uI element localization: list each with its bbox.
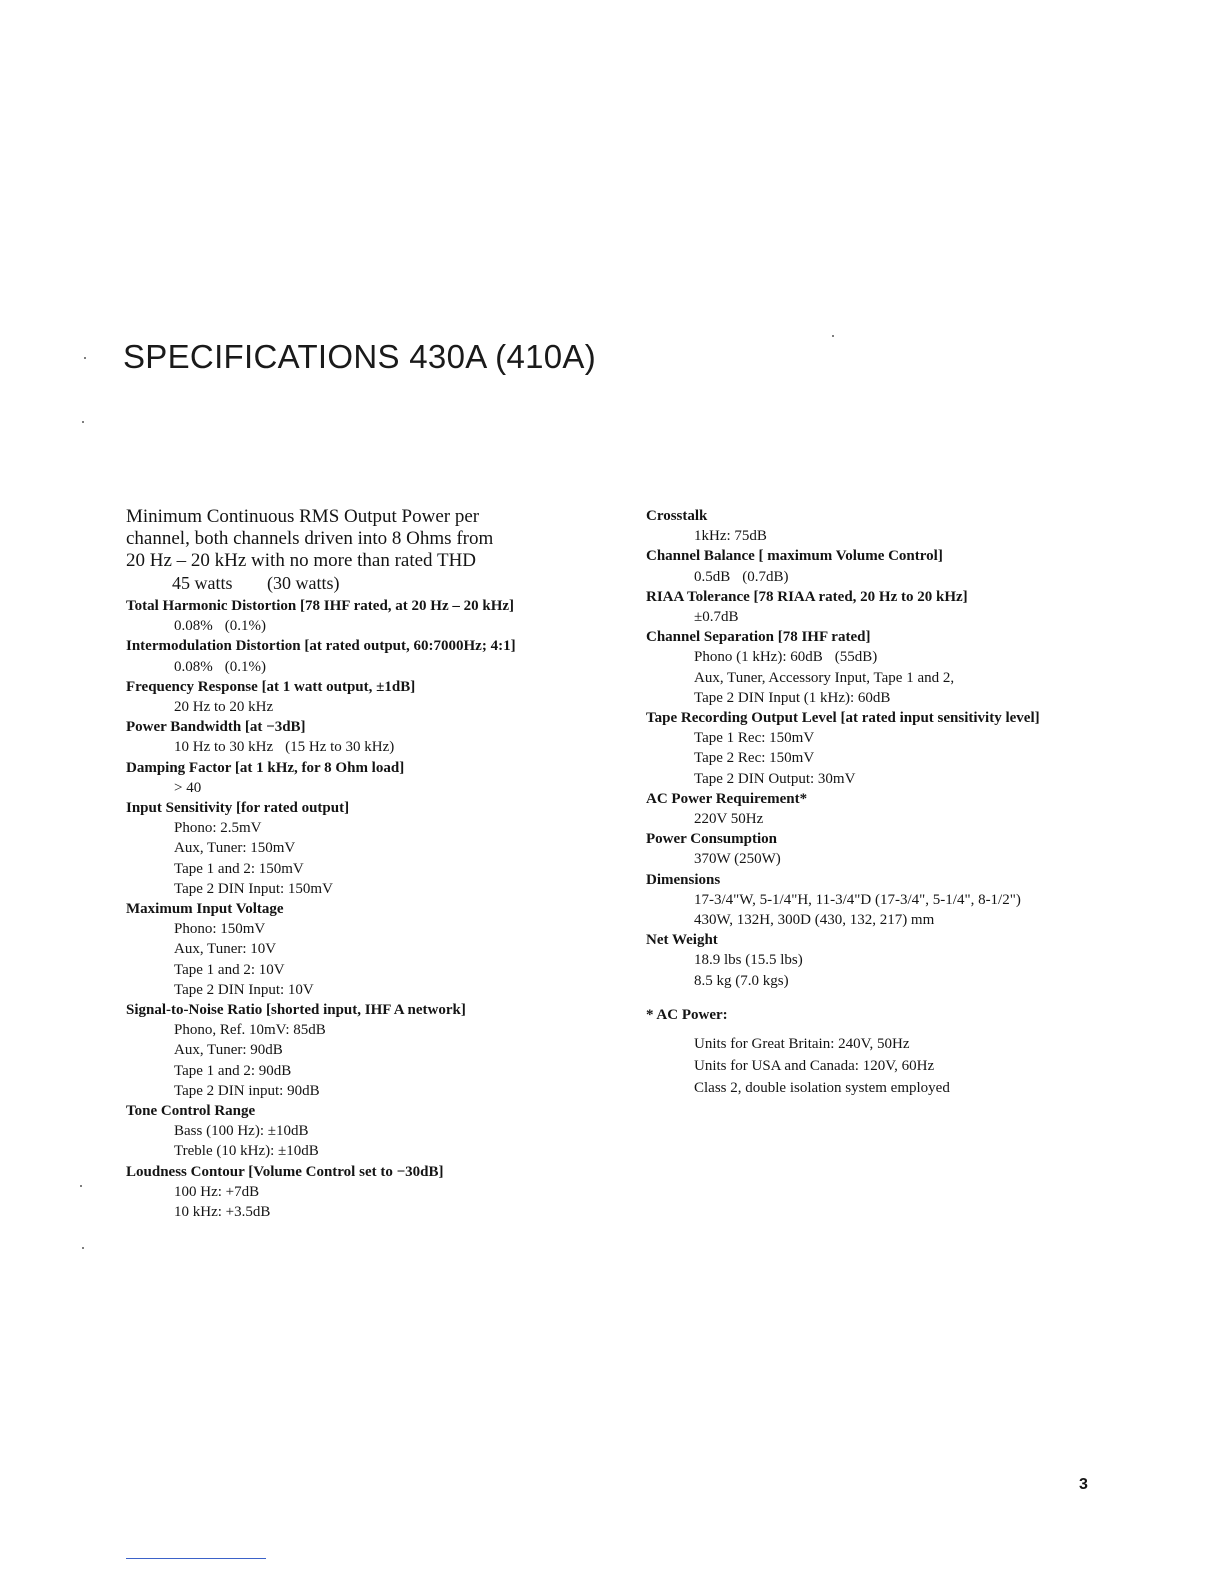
spec-value: Tape 2 DIN input: 90dB [174,1082,320,1099]
spec-value: (0.1%) [224,618,266,635]
spec-value-row [646,890,1206,910]
spec-value-row [126,657,626,677]
spec-heading [646,506,1206,526]
note-line: Class 2, double isolation system employed [694,1080,950,1097]
spec-value: Tape 2 DIN Input (1 kHz): 60dB [694,689,891,706]
spec-name: Channel Separation [646,629,774,646]
spec-name: Net Weight [646,932,718,949]
spec-value-row [126,1020,626,1040]
spec-qualifier: [78 IHF rated] [777,629,871,646]
spec-value: 430W, 132H, 300D (430, 132, 217) mm [694,912,935,929]
spec-value: Aux, Tuner: 10V [174,941,277,958]
spec-value-row [126,1081,626,1101]
spec-name: Dimensions [646,871,721,888]
spec-heading [126,798,626,818]
spec-value-row [126,980,626,1000]
spec-value-row [646,748,1206,768]
spec-qualifier: [ maximum Volume Control] [758,548,943,565]
spec-value: 1kHz: 75dB [694,528,767,545]
spec-heading [126,636,626,656]
spec-value-row [126,737,626,757]
spec-value: Tape 1 and 2: 90dB [174,1062,292,1079]
spec-qualifier: [at rated input sensitivity level] [840,710,1040,727]
spec-name: Intermodulation Distortion [126,638,301,655]
output-power-statement [126,506,626,572]
spec-value-row [646,668,1206,688]
spec-name: Damping Factor [126,759,232,776]
page-title: SPECIFICATIONS 430A (410A) [123,338,597,375]
spec-value: Tape 1 and 2: 10V [174,961,285,978]
spec-value: 0.08% [174,618,213,635]
spec-value-row [126,616,626,636]
spec-heading [646,789,1206,809]
spec-heading [126,899,626,919]
spec-value: Tape 2 DIN Output: 30mV [694,770,856,787]
spec-value: Bass (100 Hz): ±10dB [174,1123,309,1140]
note-line: Units for Great Britain: 240V, 50Hz [694,1036,910,1053]
spec-heading [646,627,1206,647]
spec-value: (55dB) [834,649,878,666]
spec-heading [126,717,626,737]
spec-name: Total Harmonic Distortion [126,598,297,614]
spec-value-row [646,728,1206,748]
page-number: 3 [1079,1476,1088,1493]
spec-heading [646,546,1206,566]
intro-line: 20 Hz – 20 kHz with no more than rated THD [126,550,477,571]
spec-value: Tape 2 DIN Input: 150mV [174,880,333,897]
footer-rule [126,1558,266,1559]
spec-value-row [126,859,626,879]
right-spec-list [646,506,1206,991]
spec-value-row [126,697,626,717]
spec-value-row [646,688,1206,708]
spec-value: 20 Hz to 20 kHz [174,699,274,716]
spec-qualifier: [78 RIAA rated, 20 Hz to 20 kHz] [753,588,968,605]
spec-value: 0.08% [174,658,213,675]
spec-value-row [646,809,1206,829]
spec-value: 370W (250W) [694,851,781,868]
spec-qualifier: [for rated output] [236,800,350,817]
spec-value-row [126,1061,626,1081]
spec-heading [646,708,1206,728]
spec-value-row [646,769,1206,789]
spec-value: Phono: 150mV [174,921,266,938]
spec-value: Phono: 2.5mV [174,820,262,837]
spec-value-row [646,567,1206,587]
spec-value-row [126,1141,626,1161]
spec-value-row [126,919,626,939]
spec-value-row [126,778,626,798]
spec-name: RIAA Tolerance [646,588,750,605]
spec-name: Tone Control Range [126,1103,256,1120]
spec-value: Phono (1 kHz): 60dB [694,649,823,666]
spec-value-row [646,647,1206,667]
spec-value-row [126,960,626,980]
left-column [126,506,626,1222]
spec-name: Channel Balance [646,548,755,565]
spec-value-row [646,526,1206,546]
spec-value: 0.5dB [694,568,731,585]
spec-heading [126,758,626,778]
intro-line: Minimum Continuous RMS Output Power per [126,506,480,527]
spec-qualifier: [at 1 kHz, for 8 Ohm load] [234,759,405,776]
output-power-value [126,572,626,594]
spec-heading [126,596,626,616]
note-line: Units for USA and Canada: 120V, 60Hz [694,1058,935,1075]
spec-value: Treble (10 kHz): ±10dB [174,1143,319,1160]
spec-value-row [126,1121,626,1141]
spec-heading [126,1000,626,1020]
spec-name: Power Consumption [646,831,777,848]
spec-name: Tape Recording Output Level [646,710,837,727]
spec-value-alt: (30 watts) [267,573,340,593]
spec-value-row [126,1040,626,1060]
spec-qualifier: [78 IHF rated, at 20 Hz – 20 kHz] [300,598,515,614]
note-heading: * AC Power: [646,1006,728,1023]
scan-speck [82,421,84,423]
spec-value: (15 Hz to 30 kHz) [285,739,395,756]
right-column [646,506,1206,1099]
spec-qualifier: [shorted input, IHF A network] [266,1002,466,1019]
spec-value-row [646,971,1206,991]
spec-name: Power Bandwidth [126,719,242,736]
spec-value-row [646,950,1206,970]
spec-value: 10 Hz to 30 kHz [174,739,274,756]
spec-value: Tape 1 Rec: 150mV [694,730,815,747]
spec-name: Maximum Input Voltage [126,901,284,918]
intro-line: channel, both channels driven into 8 Ohms from [126,528,494,549]
spec-value: (0.1%) [224,658,266,675]
spec-name: Loudness Contour [126,1163,245,1180]
spec-value-row [126,939,626,959]
spec-value: 8.5 kg (7.0 kgs) [694,972,789,989]
spec-value-row [126,838,626,858]
spec-value: 100 Hz: +7dB [174,1183,260,1200]
spec-heading [126,1101,626,1121]
spec-name: Input Sensitivity [126,800,233,817]
spec-value: 45 watts [172,573,233,593]
spec-value: Phono, Ref. 10mV: 85dB [174,1022,326,1039]
spec-value: Tape 2 Rec: 150mV [694,750,815,767]
spec-value: 17-3/4"W, 5-1/4"H, 11-3/4"D (17-3/4", 5-1/4", 8-1/2") [694,891,1021,908]
spec-value-row [646,607,1206,627]
spec-value: Aux, Tuner: 150mV [174,840,296,857]
spec-name: AC Power Requirement* [646,790,808,807]
spec-heading [646,829,1206,849]
spec-value: Aux, Tuner, Accessory Input, Tape 1 and 2, [694,669,955,686]
scan-speck [84,357,86,359]
spec-heading [646,930,1206,950]
spec-name: Crosstalk [646,508,708,524]
spec-name: Frequency Response [126,678,258,695]
spec-heading [126,677,626,697]
spec-value-row [126,1202,626,1222]
scan-speck [832,335,834,337]
spec-heading [646,870,1206,890]
spec-qualifier: [at rated output, 60:7000Hz; 4:1] [304,638,516,655]
scan-speck [80,1185,82,1187]
spec-value: > 40 [174,779,202,796]
spec-name: Signal-to-Noise Ratio [126,1002,263,1019]
spec-value: ±0.7dB [694,609,739,626]
scan-speck [82,1247,84,1249]
spec-value-row [646,849,1206,869]
spec-value-row [126,879,626,899]
spec-value: 18.9 lbs (15.5 lbs) [694,952,803,969]
spec-value: 220V 50Hz [694,811,764,828]
spec-value-row [126,1182,626,1202]
spec-qualifier: [at 1 watt output, ±1dB] [261,678,416,695]
spec-value-row [646,910,1206,930]
spec-value-row [126,818,626,838]
spec-heading [126,1162,626,1182]
spec-qualifier: [Volume Control set to −30dB] [248,1163,444,1180]
spec-qualifier: [at −3dB] [244,719,306,736]
spec-value: Aux, Tuner: 90dB [174,1042,283,1059]
spec-value: (0.7dB) [742,568,789,585]
spec-value: 10 kHz: +3.5dB [174,1204,271,1221]
spec-value: Tape 1 and 2: 150mV [174,860,304,877]
spec-heading [646,587,1206,607]
left-spec-list [126,596,626,1222]
ac-power-note [646,1005,1206,1099]
spec-value: Tape 2 DIN Input: 10V [174,981,314,998]
